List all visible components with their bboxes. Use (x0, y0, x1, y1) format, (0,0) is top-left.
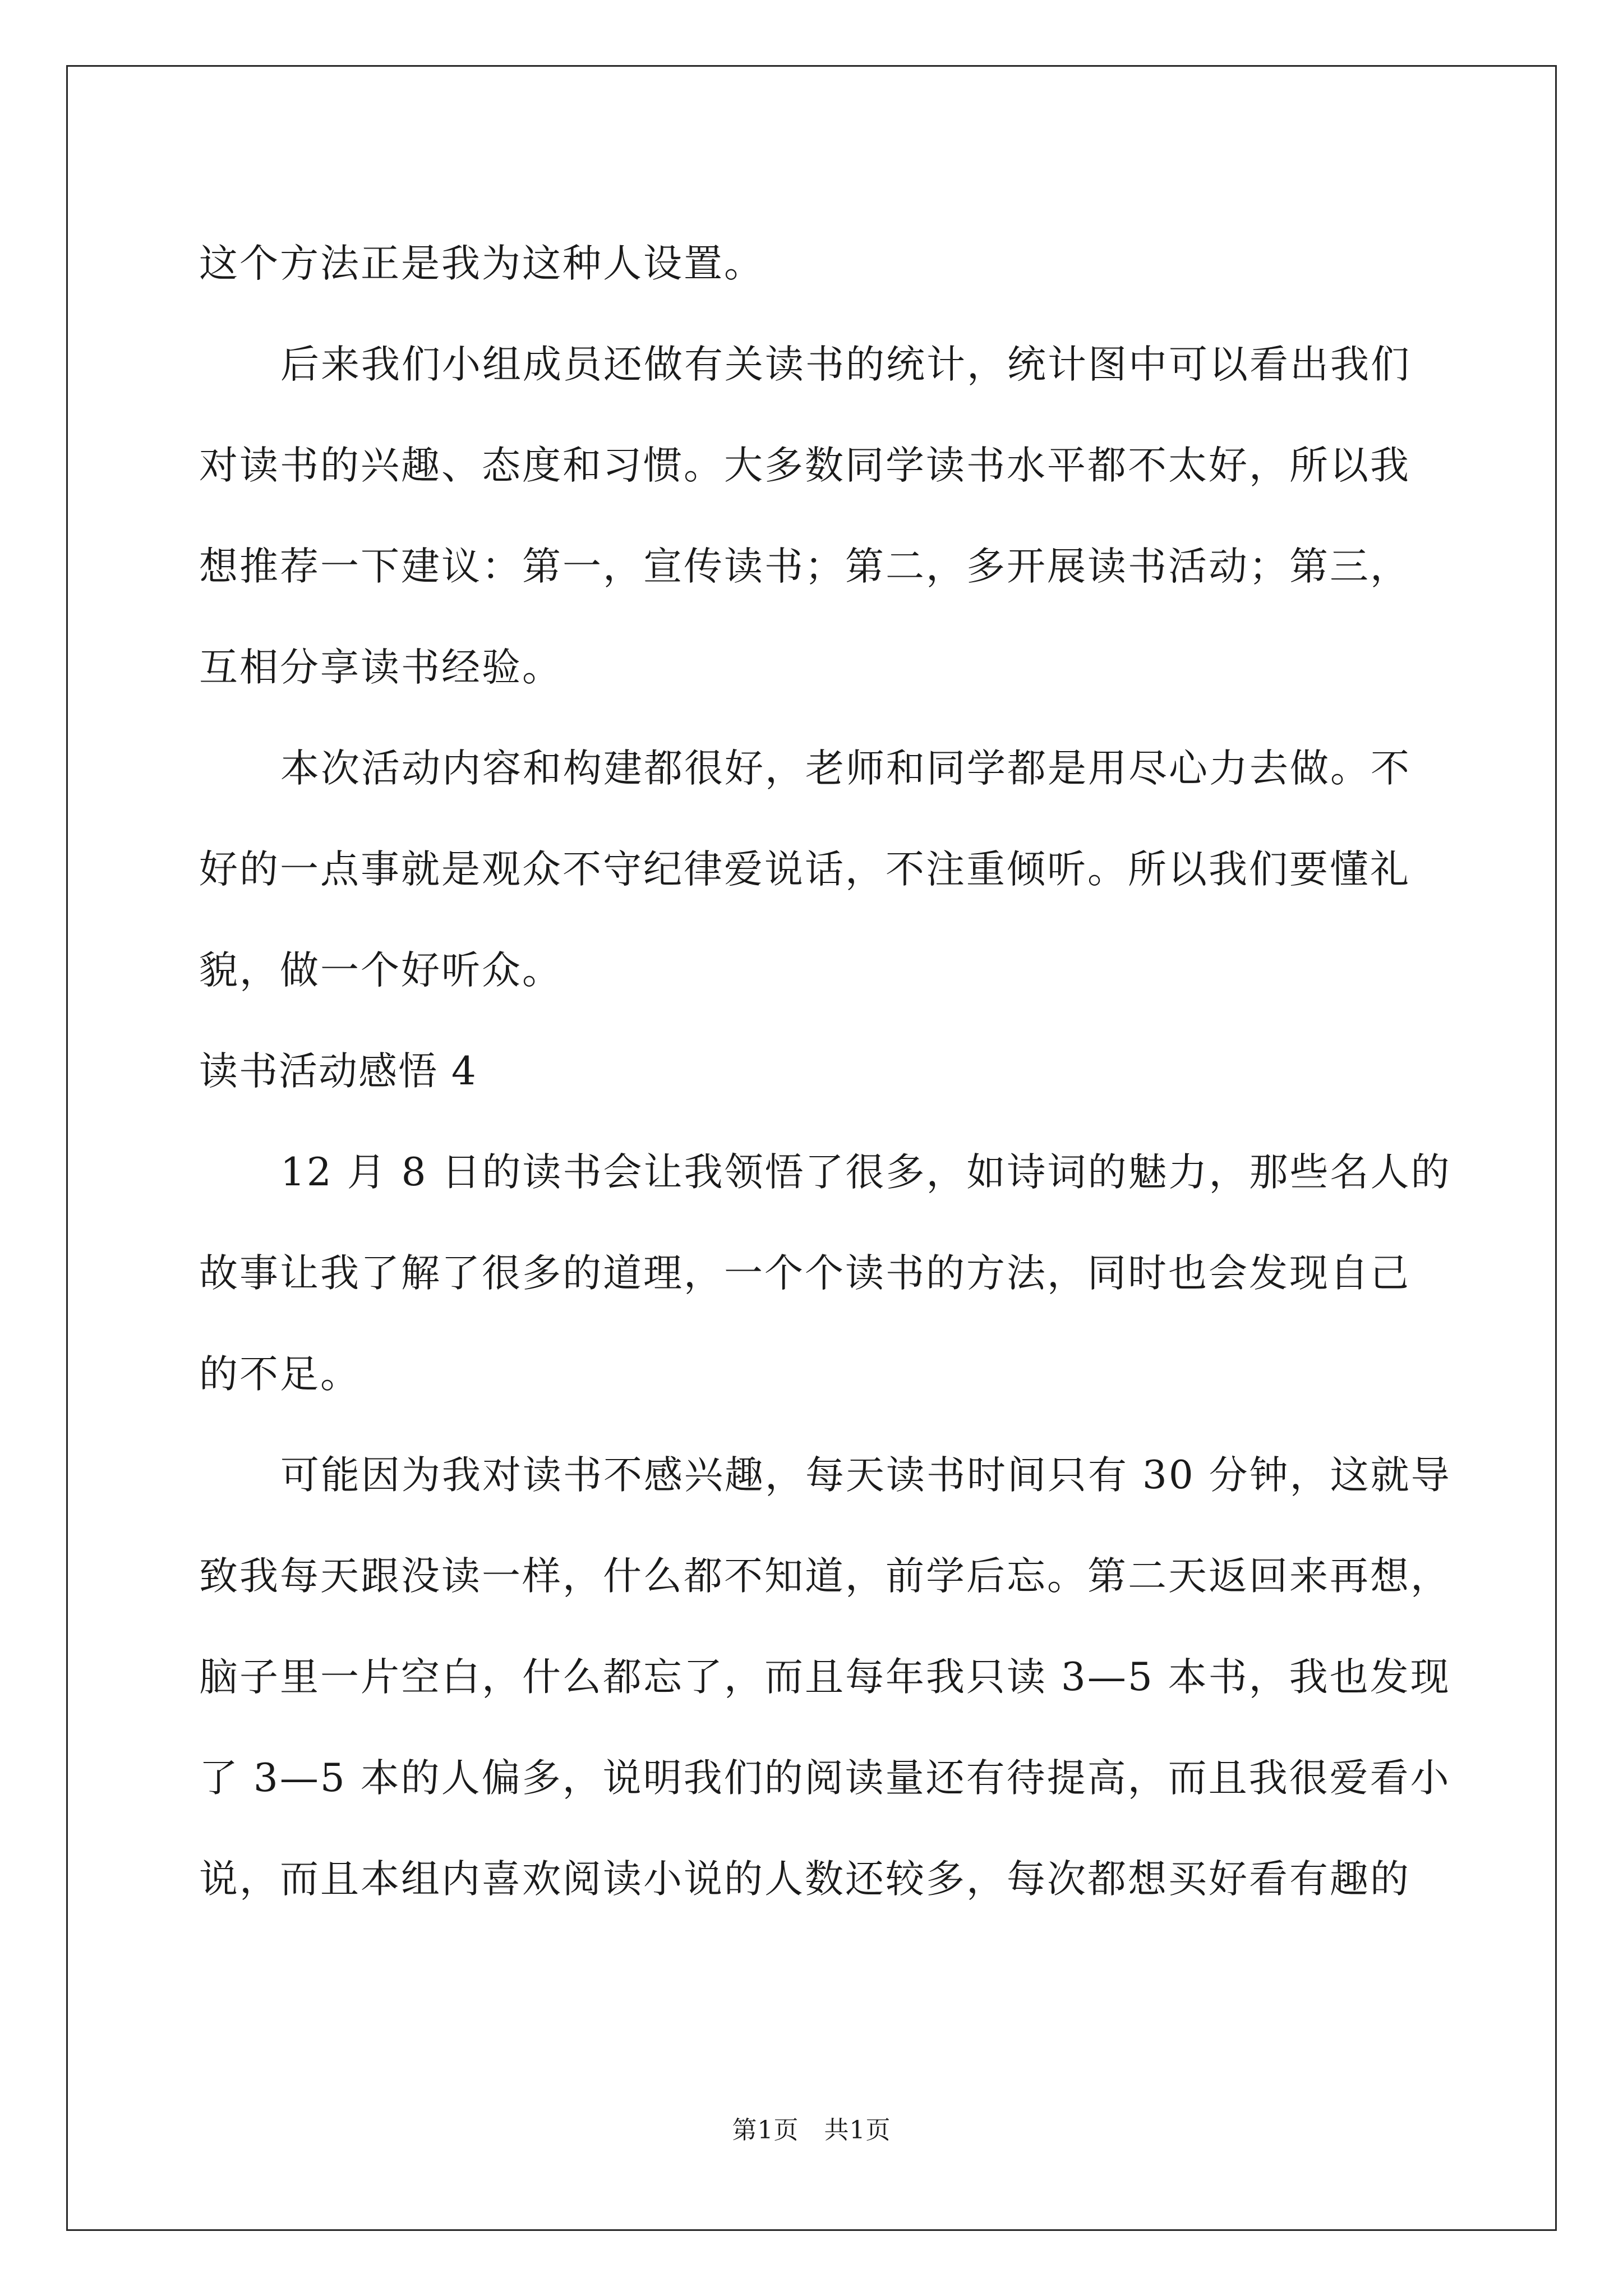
paragraph-first-line: 12 月 8 日的读书会让我领悟了很多，如诗词的魅力，那些名人的 (280, 1150, 1451, 1195)
document-body (199, 213, 1451, 1930)
page-footer: 第1页 共1页 (732, 2116, 891, 2145)
text-line: 致我每天跟没读一样，什么都不知道，前学后忘。第二天返回来再想， (199, 1554, 1451, 1599)
text-line: 好的一点事就是观众不守纪律爱说话，不注重倾听。所以我们要懂礼 (199, 847, 1410, 892)
text-line: 说，而且本组内喜欢阅读小说的人数还较多，每次都想买好看有趣的 (199, 1857, 1410, 1902)
paragraph-first-line: 可能因为我对读书不感兴趣，每天读书时间只有 30 分钟，这就导 (280, 1453, 1451, 1498)
text-line: 这个方法正是我为这种人设置。 (199, 241, 764, 286)
text-line: 了 3—5 本的人偏多，说明我们的阅读量还有待提高，而且我很爱看小 (199, 1756, 1451, 1801)
text-line: 互相分享读书经验。 (199, 645, 562, 690)
paragraph-first-line: 后来我们小组成员还做有关读书的统计，统计图中可以看出我们 (280, 342, 1411, 387)
text-line: 的不足。 (199, 1352, 361, 1397)
text-line: 脑子里一片空白，什么都忘了，而且每年我只读 3—5 本书，我也发现 (199, 1655, 1451, 1700)
paragraph-first-line: 本次活动内容和构建都很好，老师和同学都是用尽心力去做。不 (280, 746, 1411, 791)
text-line: 貌，做一个好听众。 (199, 948, 562, 993)
text-line: 故事让我了解了很多的道理，一个个读书的方法，同时也会发现自己 (199, 1251, 1410, 1296)
text-line: 对读书的兴趣、态度和习惯。大多数同学读书水平都不太好，所以我 (199, 443, 1410, 488)
section-heading: 读书活动感悟 4 (199, 1049, 477, 1094)
text-line: 想推荐一下建议：第一，宣传读书；第二，多开展读书活动；第三， (199, 544, 1410, 589)
